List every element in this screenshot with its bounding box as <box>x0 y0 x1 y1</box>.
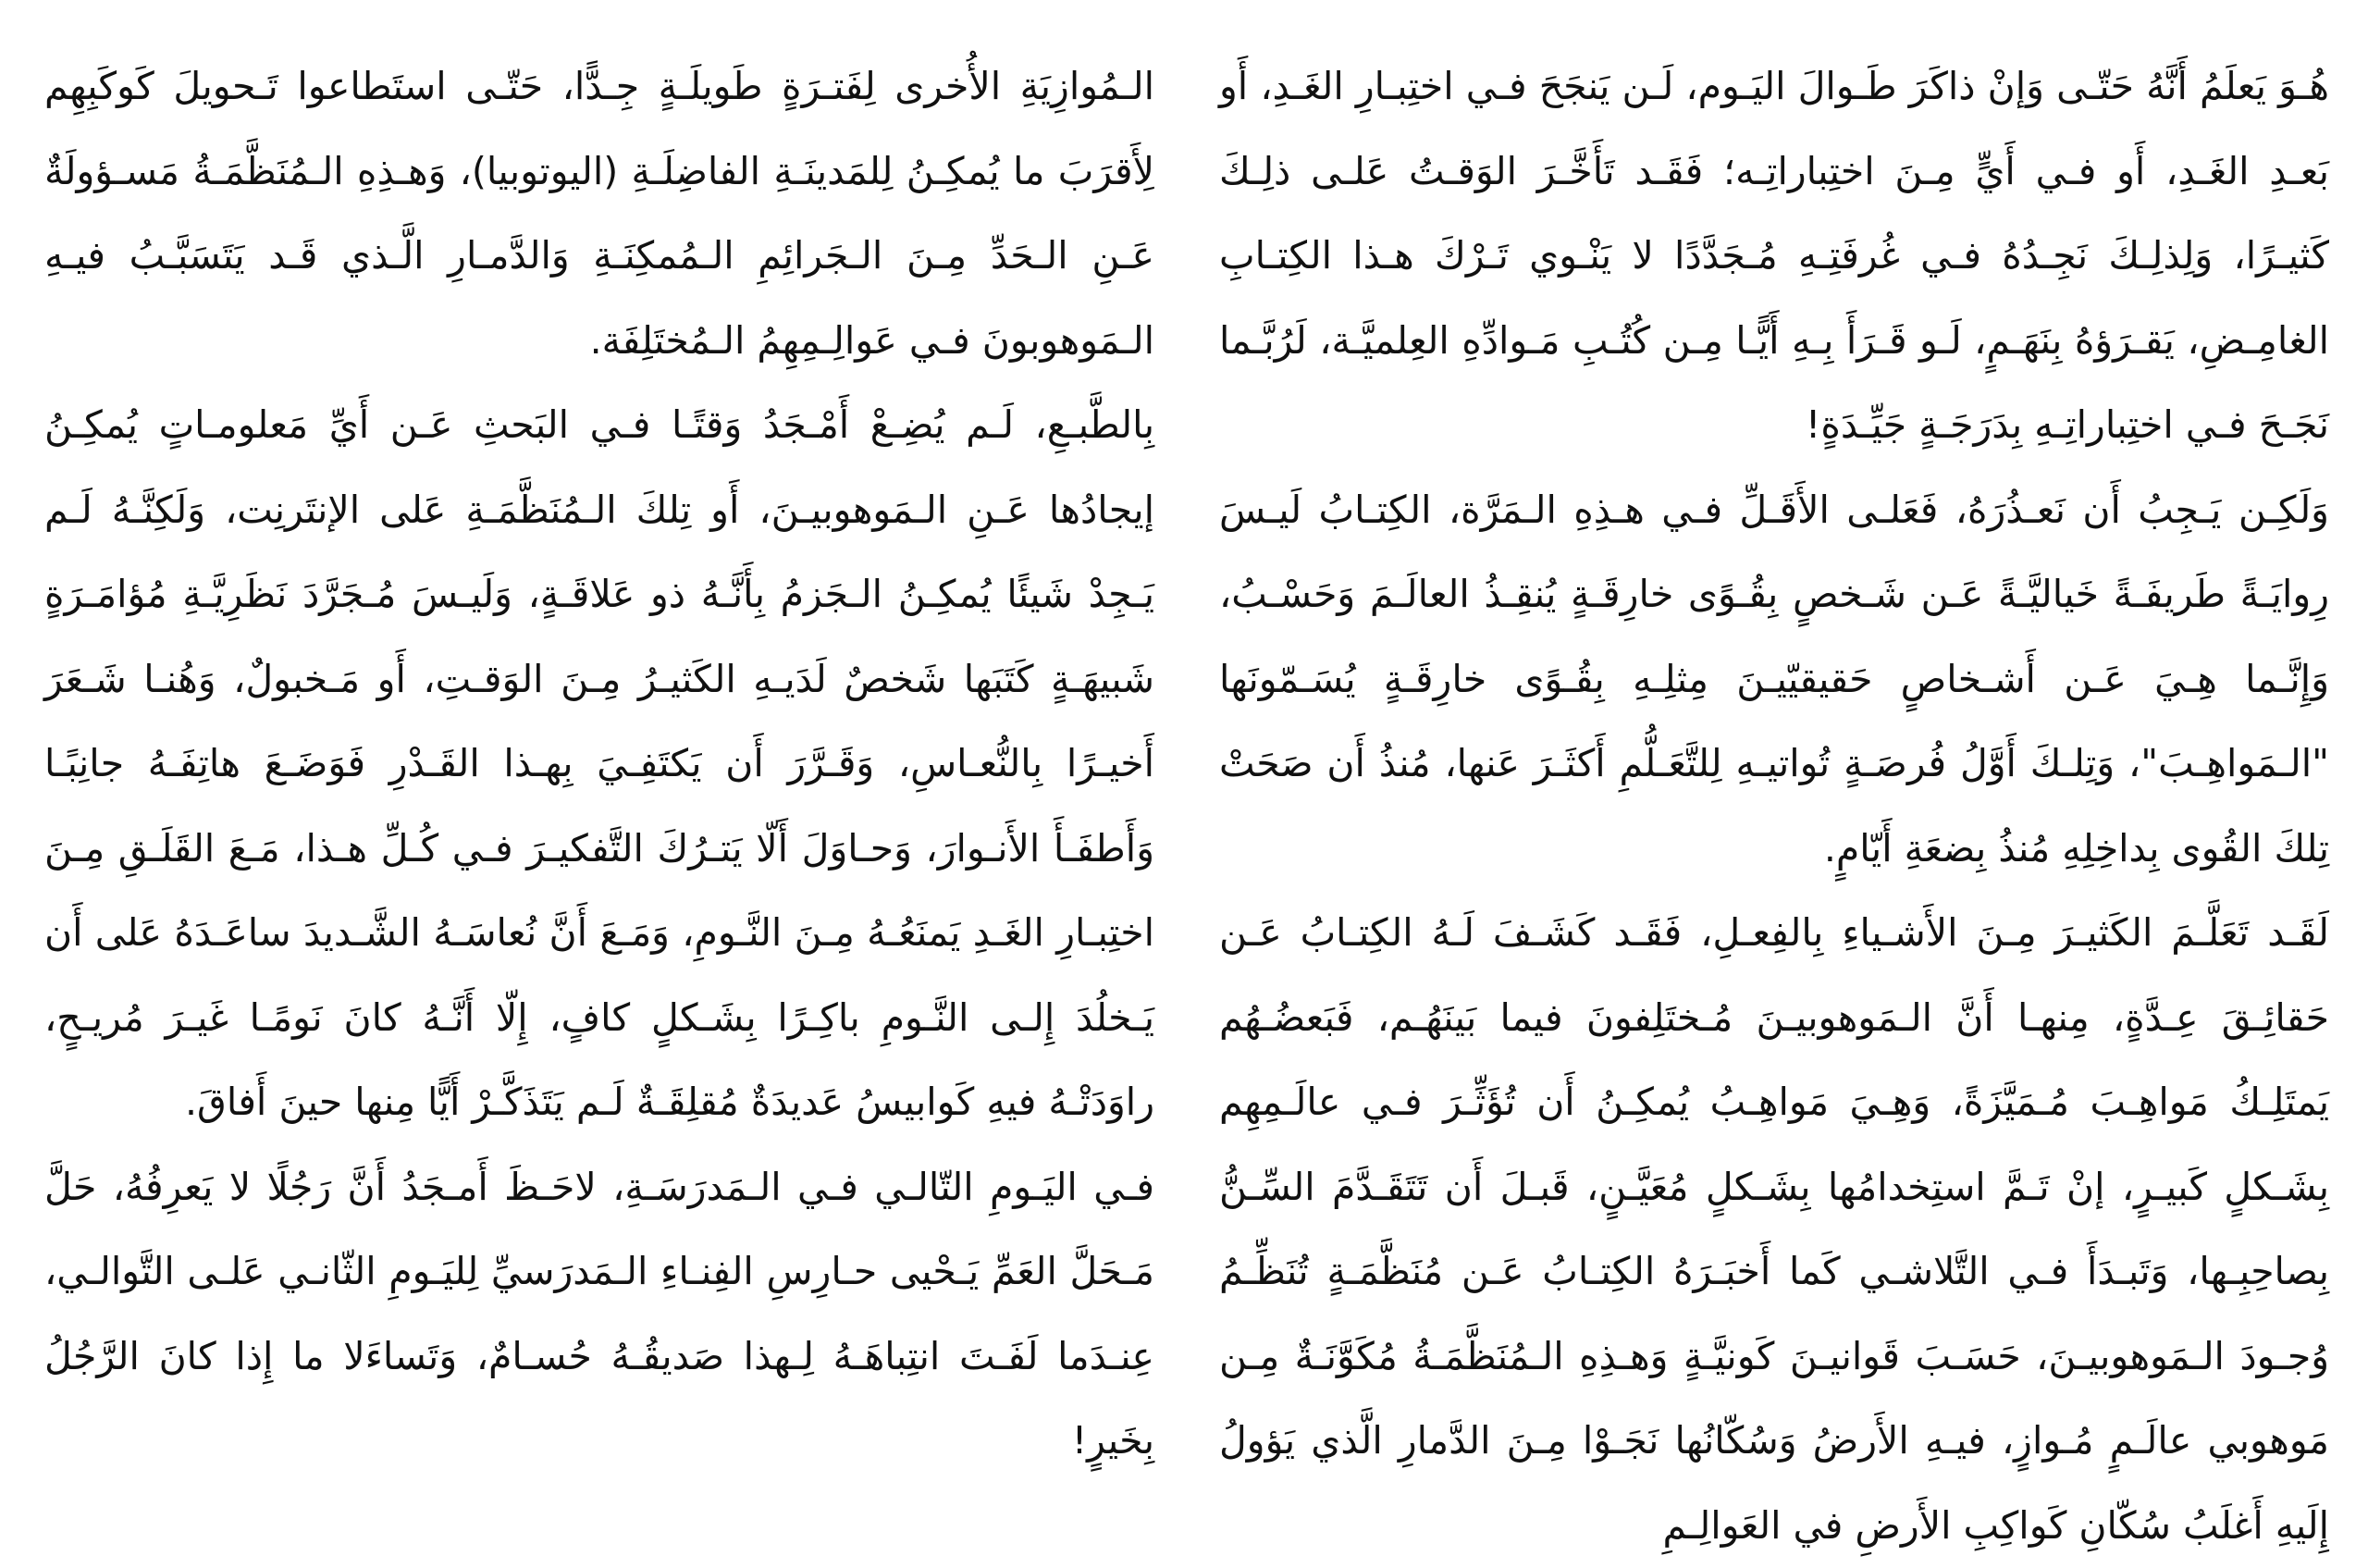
right-page-paragraph-3: لَقَـد تَعَلَّـمَ الكَثيـرَ مِـنَ الأَشـياءِ بِالفِعـلِ، فَقَـد كَشَـفَ لَـهُ الكِتـابُ عَـن حَقائِـقَ عِـدَّةٍ، مِنهـا أَنَّ الـمَوهوبيـنَ مُـختَلِفونَ فيما بَينَهُـم، فَبَعضُـهُم يَمتَلِـكُ مَواهِـبَ مُـمَيَّزَةً، وَهِـيَ مَواهِـبُ يُمكِـنُ أَن تُؤَثِّـرَ فـي عالَـمِهِم بِشَـكلٍ كَبيـرٍ، إنْ تَـمَّ استِخدامُها بِشَـكلٍ مُعَيَّـنٍ، قَبـلَ أَن تَتَقَـدَّمَ السِّـنُّ بِصاحِبِـها، وَتَبـدَأَ فـي التَّلاشـي كَما أَخبَـرَهُ الكِتـابُ عَـن مُنَظَّمَـةٍ تُنَظِّـمُ وُجـودَ الـمَوهوبيـنَ، حَسَـبَ قَوانيـنَ كَونيَّـةٍ وَهـذِهِ الـمُنَظَّمَـةُ مُكَوَّنَـةٌ مِـن مَوهوبي عالَـمٍ مُـوازٍ، فيـهِ الأَرضُ وَسُكّانُها نَجَـوْا مِـنَ الدَّمارِ الَّذي يَؤولُ إِلَيهِ أَغلَبُ سُكّانِ كَواكِبِ الأَرضِ في العَوالِـمِ <box>1219 910 2329 1548</box>
right-page-paragraph-1: هُـوَ يَعلَمُ أَنَّهُ حَتّـى وَإنْ ذاكَرَ طَـوالَ اليَـوم، لَـن يَنجَحَ فـي اختِبـارِ الغَـدِ، أَو بَعـدِ الغَـدِ، أَو فـي أَيٍّ مِـنَ اختِباراتِـه؛ فَقَـد تَأَخَّـرَ الوَقـتُ عَلـى ذلِـكَ كَثيـرًا، وَلِذلِـكَ نَجِـدُهُ فـي غُرفَتِـهِ مُـجَدَّدًا لا يَنْـوي تَـرْكَ هـذا الكِتـابِ الغامِـضِ، يَقـرَؤهُ بِنَهَـمٍ، لَـو قَـرَأَ بِـهِ أَيًّـا مِـن كُتُـبِ مَـوادِّهِ العِلميَّـة، لَرُبَّـما نَجَـحَ فـي اختِباراتِـهِ بِدَرَجَـةٍ جَيِّـدَةٍ! <box>1219 64 2329 447</box>
left-page-paragraph-1: الـمُوازِيَةِ الأُخرى لِفَتـرَةٍ طَويلَـةٍ جِـدًّا، حَتّـى استَطاعوا تَـحويلَ كَوكَبِهِم لِأَقرَبَ ما يُمكِـنُ لِلمَدينَـةِ الفاضِلَـةِ (اليوتوبيا)، وَهـذِهِ الـمُنَظَّمَـةُ مَسـؤولَةٌ عَـنِ الـحَدِّ مِـنَ الـجَرائِمِ الـمُمكِنَـةِ وَالدَّمـارِ الَّـذي قَـد يَتَسَبَّـبُ فيـهِ الـمَوهوبونَ فـي عَوالِـمِهِمُ الـمُختَلِفَة. <box>44 64 1154 363</box>
left-page <box>44 44 1154 1463</box>
right-page-paragraph-2: وَلَكِـن يَـجِبُ أَن نَعـذُرَهُ، فَعَلـى الأَقَـلِّ فـي هـذِهِ الـمَرَّة، الكِتـابُ لَيـسَ رِوايَـةً طَريفَـةً خَياليَّـةً عَـن شَـخصٍ بِقُـوًى خارِقَـةٍ يُنقِـذُ العالَـمَ وَحَسْـبُ، وَإِنَّـما هِـيَ عَـن أَشـخاصٍ حَقيقيّيـنَ مِثلِـهِ بِقُـوًى خارِقَـةٍ يُسَـمّونَها "الـمَواهِـبَ"، وَتِلـكَ أَوَّلُ فُرصَـةٍ تُواتيـهِ لِلتَّعَـلُّمِ أَكثَـرَ عَنها، مُنذُ أَن صَحَتْ تِلكَ القُوى بِداخِلِهِ مُنذُ بِضعَةِ أَيّامٍ. <box>1219 487 2329 870</box>
right-page <box>1219 44 2329 1548</box>
left-page-paragraph-3: فـي اليَـومِ التّالـي فـي الـمَدرَسَـةِ، لاحَـظَ أَمـجَدُ أَنَّ رَجُلًا لا يَعرِفُهُ، حَلَّ مَـحَلَّ العَمِّ يَـحْيى حـارِسِ الفِنـاءِ الـمَدرَسيِّ لِليَـومِ الثّانـي عَلـى التَّوالـي، عِنـدَما لَفَـتَ انتِباهَـهُ لِـهذا صَديقُـهُ حُسـامٌ، وَتَساءَلا ما إِذا كانَ الرَّجُلُ بِخَيرٍ! <box>44 1164 1154 1463</box>
left-page-paragraph-2: بِالطَّبـعِ، لَـم يُضِـعْ أَمْـجَدُ وَقتًـا فـي البَحثِ عَـن أَيِّ مَعلومـاتٍ يُمكِـنُ إيجادُها عَـنِ الـمَوهوبيـنَ، أَو تِلكَ الـمُنَظَّمَـةِ عَلى الإنتَرنِت، وَلَكِنَّـهُ لَـم يَـجِدْ شَيئًا يُمكِـنُ الـجَزمُ بِأَنَّـهُ ذو عَلاقَـةٍ، وَلَيـسَ مُـجَرَّدَ نَظَرِيَّـةِ مُؤامَـرَةٍ شَبيهَـةٍ كَتَبَها شَخصٌ لَدَيـهِ الكَثيـرُ مِـنَ الوَقـتِ، أَو مَـخبولٌ، وَهُنـا شَـعَرَ أَخيـرًا بِالنُّعـاسِ، وَقَـرَّرَ أَن يَكتَفِـيَ بِهـذا القَـدْرِ فَوَضَـعَ هاتِفَـهُ جانِبًـا وَأَطفَـأَ الأَنـوارَ، وَحـاوَلَ أَلّا يَتـرُكَ التَّفكيـرَ فـي كُـلِّ هـذا، مَـعَ القَلَـقِ مِـنَ اختِبـارِ الغَـدِ يَمنَعُـهُ مِـنَ النَّـومِ، وَمَـعَ أَنَّ نُعاسَـهُ الشَّـديدَ ساعَـدَهُ عَلى أَن يَـخلُدَ إِلـى النَّـومِ باكِـرًا بِشَـكلٍ كافٍ، إِلّا أَنَّـهُ كانَ نَومًـا غَيـرَ مُريـحٍ، راوَدَتْـهُ فيهِ كَوابيسُ عَديدَةٌ مُقلِقَـةٌ لَـم يَتَذَكَّـرْ أَيًّا مِنها حينَ أَفاقَ. <box>44 402 1154 1124</box>
